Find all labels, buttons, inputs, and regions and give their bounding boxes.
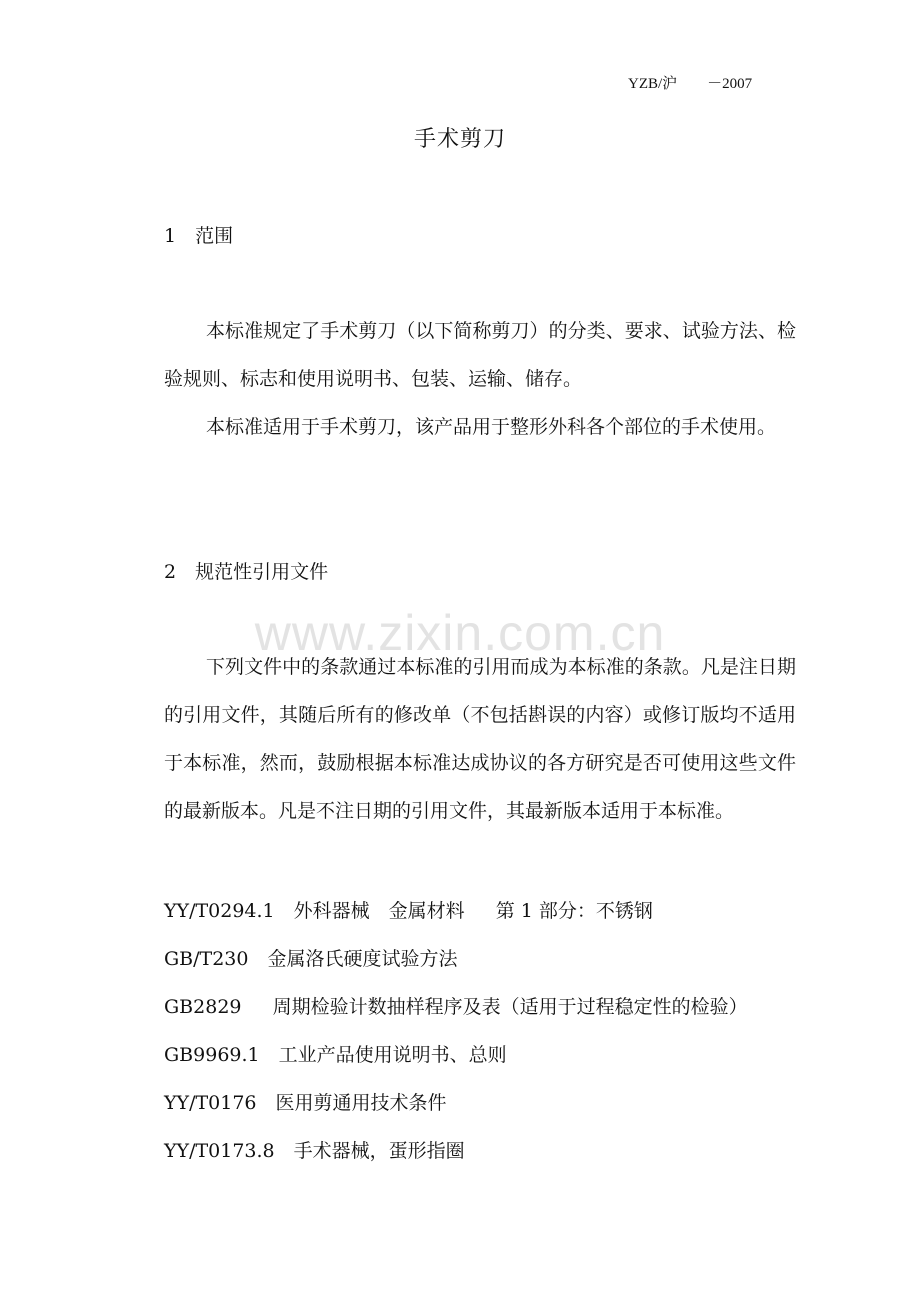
- watermark: www.zixin.com.cn: [254, 605, 666, 661]
- reference-item: YY/T0176 医用剪通用技术条件: [164, 1092, 447, 1114]
- reference-item: GB9969.1 工业产品使用说明书、总则: [164, 1044, 507, 1066]
- section-heading-references: 2 规范性引用文件: [164, 561, 329, 583]
- standard-number: YZB/沪 －2007: [628, 76, 753, 92]
- reference-list: [164, 887, 844, 1175]
- reference-item: GB2829 周期检验计数抽样程序及表（适用于过程稳定性的检验）: [164, 996, 748, 1018]
- scope-paragraph-1: 本标准规定了手术剪刀（以下简称剪刀）的分类、要求、试验方法、检验规则、标志和使用说明书、包装、运输、储存。: [164, 320, 796, 390]
- document-title: 手术剪刀: [413, 127, 506, 152]
- section-heading-scope: 1 范围: [164, 225, 234, 247]
- scope-paragraph-2: 本标准适用于手术剪刀，该产品用于整形外科各个部位的手术使用。: [206, 416, 777, 438]
- reference-item: YY/T0294.1 外科器械 金属材料 第 1 部分：不锈钢: [164, 900, 653, 922]
- references-intro-paragraph: 下列文件中的条款通过本标准的引用而成为本标准的条款。凡是注日期的引用文件，其随后所有的修改单（不包括斟误的内容）或修订版均不适用于本标准，然而，鼓励根据本标准达成协议的各方研究是否可使用这些文件的最新版本。凡是不注日期的引用文件，其最新版本适用于本标准。: [164, 656, 796, 822]
- reference-item: GB/T230 金属洛氏硬度试验方法: [164, 948, 458, 970]
- reference-item: YY/T0173.8 手术器械，蛋形指圈: [164, 1140, 465, 1162]
